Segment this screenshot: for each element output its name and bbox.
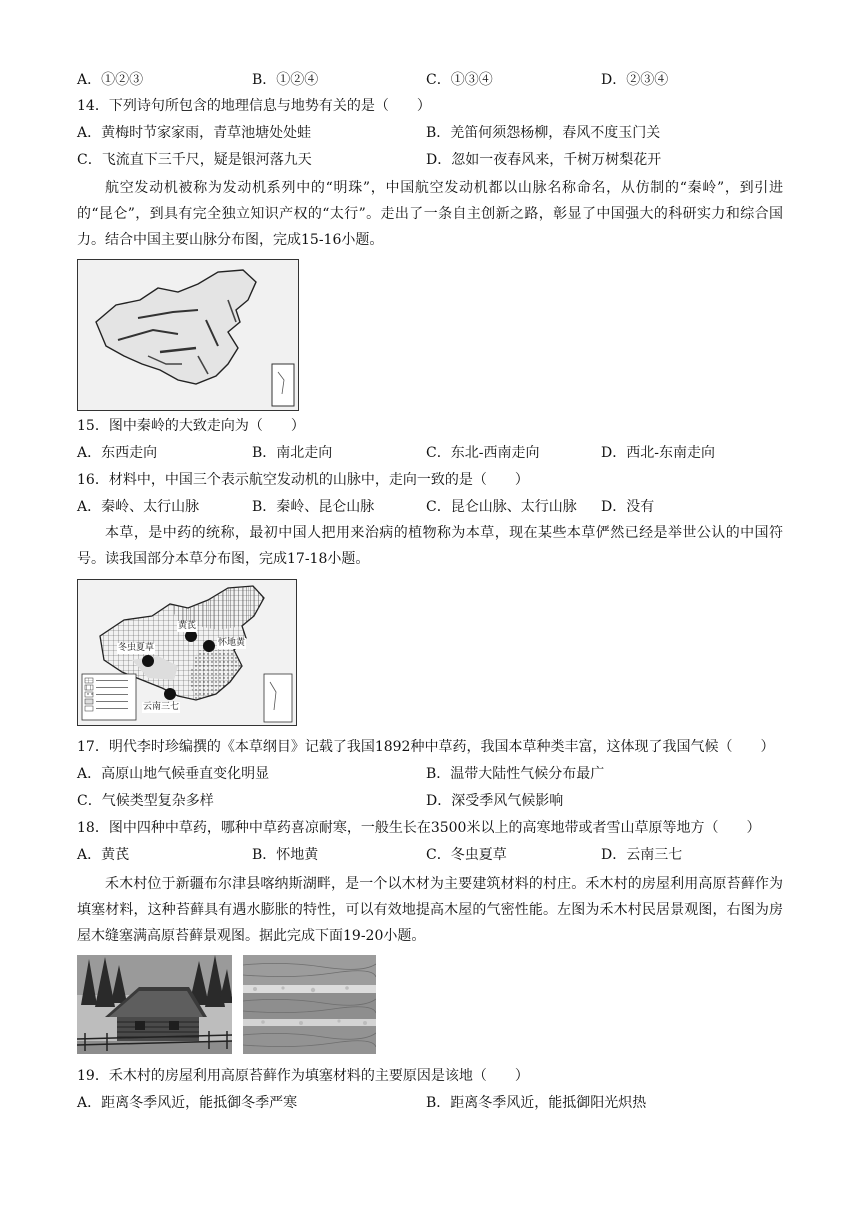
q13-option-d: D．②③④: [601, 72, 669, 88]
q16-option-c: C．昆仑山脉、太行山脉: [426, 499, 577, 515]
passage-aero-engine: 航空发动机被称为发动机系列中的“明珠”，中国航空发动机都以山脉名称命名，从仿制的“秦岭”，到引进的“昆仑”，到具有完全独立知识产权的“太行”。走出了一条自主创新之路，彰显了中国强大的科研实力和综合国力。结合中国主要山脉分布图，完成15-16小题。: [77, 180, 783, 248]
q16-option-b: B．秦岭、昆仑山脉: [252, 499, 375, 515]
china-mountain-map: [77, 259, 299, 411]
herb-distribution-map: [77, 579, 297, 726]
q15-option-d: D．西北-东南走向: [601, 445, 715, 461]
q18-option-a: A．黄芪: [77, 847, 130, 863]
q17-option-a: A．高原山地气候垂直变化明显: [77, 766, 270, 782]
moss-log-seam-photo: [243, 955, 376, 1054]
q16-stem: 16．材料中，中国三个表示航空发动机的山脉中，走向一致的是（ ）: [77, 472, 529, 488]
q19-stem: 19．禾木村的房屋利用高原苔藓作为填塞材料的主要原因是该地（ ）: [77, 1068, 529, 1084]
q17-option-b: B．温带大陆性气候分布最广: [426, 766, 605, 782]
q13-option-a: A．①②③: [77, 72, 144, 88]
passage-hemu-village: 禾木村位于新疆布尔津县喀纳斯湖畔，是一个以木材为主要建筑材料的村庄。禾木村的房屋利用高原苔藓作为填塞材料，这种苔藓具有遇水膨胀的特性，可以有效地提高木屋的气密性能。左图为禾木村民居景观图，右图为房屋木缝塞满高原苔藓景观图。据此完成下面19-20小题。: [77, 876, 783, 944]
q15-stem: 15．图中秦岭的大致走向为（ ）: [77, 418, 305, 434]
q13-option-c: C．①③④: [426, 72, 493, 88]
q15-option-a: A．东西走向: [77, 445, 158, 461]
q19-option-a: A．距离冬季风近，能抵御冬季严寒: [77, 1095, 298, 1111]
q14-stem: 14．下列诗句所包含的地理信息与地势有关的是（ ）: [77, 98, 431, 114]
q14-option-c: C．飞流直下三千尺，疑是银河落九天: [77, 152, 312, 168]
q13-option-b: B．①②④: [252, 72, 319, 88]
q17-stem: 17．明代李时珍编撰的《本草纲目》记载了我国1892种中草药，我国本草种类丰富，这体现了我国气候（ ）: [77, 739, 775, 755]
q14-option-b: B．羌笛何须怨杨柳，春风不度玉门关: [426, 125, 661, 141]
q14-option-a: A．黄梅时节家家雨，青草池塘处处蛙: [77, 125, 312, 141]
q19-option-b: B．距离冬季风近，能抵御阳光炽热: [426, 1095, 647, 1111]
q15-option-b: B．南北走向: [252, 445, 333, 461]
q18-stem: 18．图中四种中草药，哪种中草药喜凉耐寒，一般生长在3500米以上的高寒地带或者雪山草原等地方（ ）: [77, 820, 761, 836]
q16-option-d: D．没有: [601, 499, 655, 515]
q18-option-d: D．云南三七: [601, 847, 683, 863]
label-huaidihuang: 怀地黄: [218, 638, 246, 648]
q18-option-c: C．冬虫夏草: [426, 847, 507, 863]
q16-option-a: A．秦岭、太行山脉: [77, 499, 200, 515]
q17-option-c: C．气候类型复杂多样: [77, 793, 214, 809]
label-huangqi: 黄芪: [178, 621, 197, 631]
label-dongchongxiacao: 冬虫夏草: [118, 643, 155, 653]
label-yunnansanqi: 云南三七: [143, 702, 180, 712]
q17-option-d: D．深受季风气候影响: [426, 793, 564, 809]
q18-option-b: B．怀地黄: [252, 847, 319, 863]
village-house-photo: [77, 955, 232, 1054]
q14-option-d: D．忽如一夜春风来，千树万树梨花开: [426, 152, 662, 168]
q15-option-c: C．东北-西南走向: [426, 445, 540, 461]
passage-bencao: 本草，是中药的统称，最初中国人把用来治病的植物称为本草，现在某些本草俨然已经是举世公认的中国符号。读我国部分本草分布图，完成17-18小题。: [77, 525, 783, 567]
